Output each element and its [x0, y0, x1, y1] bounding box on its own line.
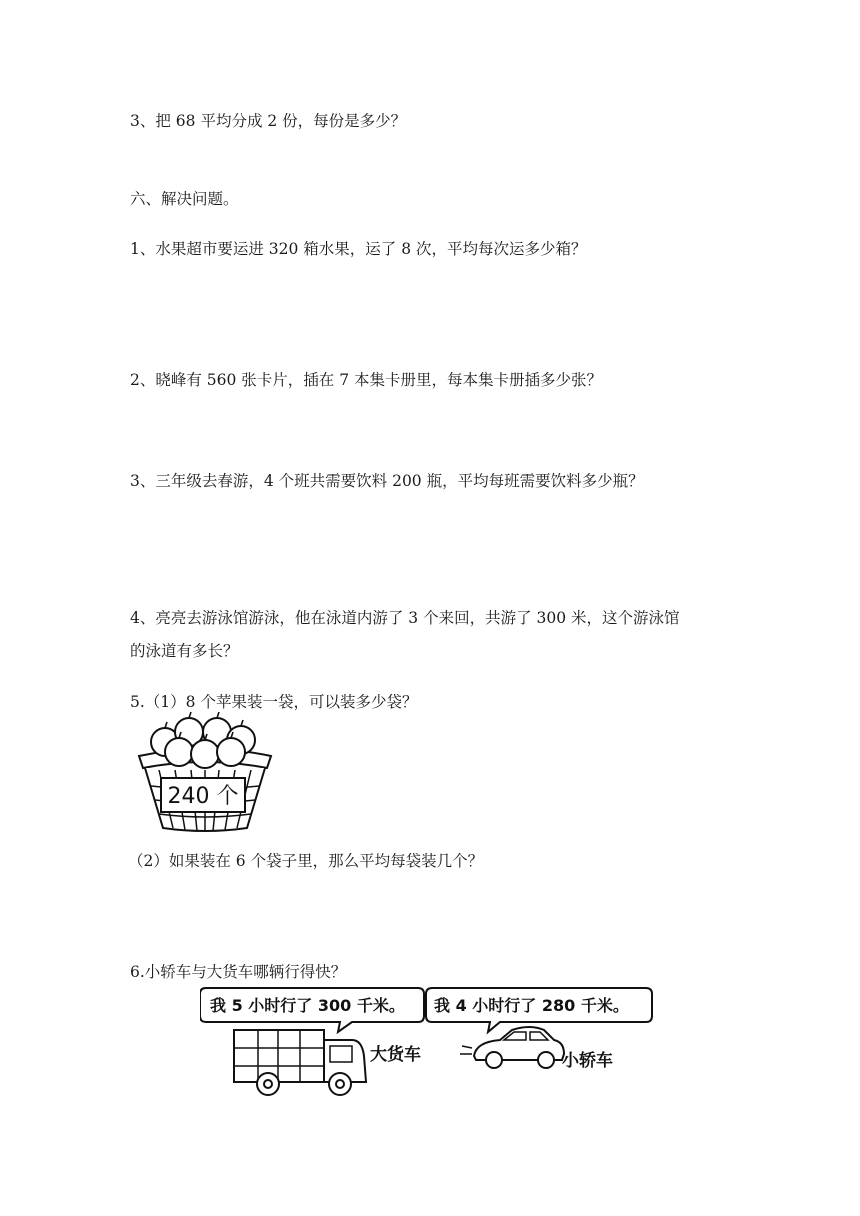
svg-text:我 4 小时行了 280 千米。: 我 4 小时行了 280 千米。 — [434, 996, 629, 1015]
svg-text:我 5 小时行了 300 千米。: 我 5 小时行了 300 千米。 — [210, 996, 405, 1015]
problem-1-fruit-boxes: 1、水果超市要运进 320 箱水果，运了 8 次，平均每次运多少箱？ — [130, 240, 587, 258]
car-speech-bubble — [426, 988, 652, 1032]
truck-label: 大货车 — [370, 1045, 421, 1065]
truck-speech-bubble — [200, 988, 424, 1032]
problem-4-swimming-line2: 的泳道有多长？ — [130, 642, 239, 660]
problem-4-swimming-line1: 4、亮亮去游泳馆游泳，他在泳道内游了 3 个来回，共游了 300 米，这个游泳馆 — [130, 609, 680, 627]
section-6-title: 六、解决问题。 — [130, 190, 239, 208]
basket-count-label: 240 个 — [167, 784, 239, 809]
vehicles-illustration — [200, 984, 680, 1100]
truck-icon — [234, 1030, 366, 1095]
problem-5-part-1: 5.（1）8 个苹果装一袋，可以装多少袋？ — [130, 693, 418, 711]
problem-3-drinks: 3、三年级去春游，4 个班共需要饮料 200 瓶，平均每班需要饮料多少瓶？ — [130, 472, 644, 490]
problem-5-part-2: （2）如果装在 6 个袋子里，那么平均每袋装几个？ — [128, 852, 484, 870]
car-icon — [460, 1027, 564, 1068]
problem-6-vehicles: 6.小轿车与大货车哪辆行得快？ — [130, 963, 347, 981]
car-label: 小轿车 — [562, 1051, 613, 1071]
problem-2-cards: 2、晓峰有 560 张卡片，插在 7 本集卡册里，每本集卡册插多少张？ — [130, 371, 603, 389]
apple-basket-illustration — [133, 712, 278, 834]
question-3-divide-68: 3、把 68 平均分成 2 份，每份是多少？ — [130, 112, 407, 130]
